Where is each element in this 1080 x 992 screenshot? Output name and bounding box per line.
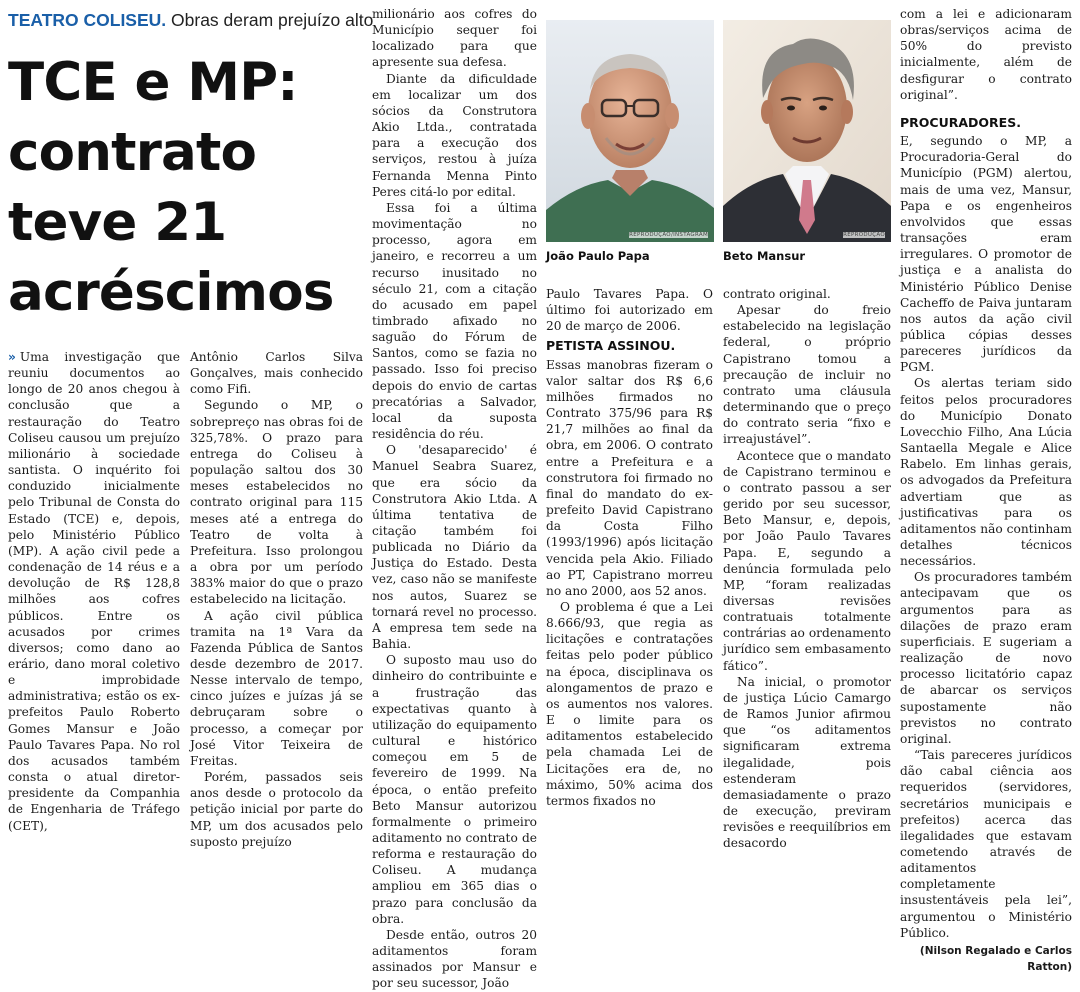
paragraph: Diante da dificuldade em localizar um dos sócios da Construtora Akio Ltda., contratada para a execução dos serviços, restou à juíza Fernanda Menna Pinto Peres citá-lo por edital.: [372, 71, 537, 199]
kicker: [8, 10, 374, 31]
paragraph: Os procuradores também antecipavam que os argumentos para as dilações de prazo eram superficiais. E sugeriam a realização de novo processo licitatório capaz de abarcar os serviços supostamente não previstos no contrato original.: [900, 570, 1072, 746]
photo-caption-papa: João Paulo Papa: [546, 249, 650, 263]
article-column-6: [900, 6, 1072, 975]
article-column-4: [546, 286, 713, 809]
article-column-2: [190, 349, 363, 850]
paragraph: Essa foi a última movimentação no processo, agora em janeiro, e recorreu a um recurso inusitado no século 21, com a citação do acusado em papel timbrado afixado no saguão do Fórum de Santos, como se fazia no passado. Isso foi preciso depois do envio de cartas precatórias a Salvador, local da suposta residência do réu.: [372, 200, 537, 442]
headline-line: contrato: [8, 122, 257, 183]
paragraph: Segundo o MP, o sobrepreço nas obras foi de 325,78%. O prazo para entrega do Coliseu à população saltou dos 30 meses estabelecidos no contrato original para 115 meses até a entrega do Teatro de volta à Prefeitura. Isso prolongou a obra por um período 383% maior do que o prazo estabelecido na licitação.: [190, 398, 363, 607]
paragraph: com a lei e adicionaram obras/serviços acima de 50% do previsto inicialmente, além de desfigurar o contrato original”.: [900, 7, 1072, 102]
subheading-procuradores: PROCURADORES.: [900, 114, 1021, 130]
paragraph: Os alertas teriam sido feitos pelos procuradores do Município Donato Lovecchio Filho, Ana Lúcia Santaella Megale e Alice Rabelo. Em linhas gerais, os advogados da Prefeitura advertiam que as justificativas para os aditamentos não continham detalhes técnicos necessários.: [900, 376, 1072, 569]
subheading-petista: PETISTA ASSINOU.: [546, 338, 676, 354]
photo-caption-mansur: Beto Mansur: [723, 249, 806, 263]
headline-line: acréscimos: [8, 262, 334, 323]
kicker-tag: TEATRO COLISEU.: [8, 10, 167, 30]
lead-text: Uma investigação que reuniu documentos ao longo de 20 anos chegou à conclusão que a restauração do Teatro Coliseu causou um prejuízo milionário à sociedade santista. O inquérito foi conduzido inicialmente pelo Tribunal de Consta do Estado (TCE) e, depois, pelo Ministério Público (MP). A ação civil pede a condenação de 14 réus e a devolução de R$ 128,8 milhões aos cofres públicos. Entre os acusados por crimes diversos; como dano ao erário, dano moral coletivo e improbidade administrativa; estão os ex-prefeitos Paulo Roberto Gomes Mansur e João Paulo Tavares Papa. No rol dos acusados também consta o atual diretor-presidente da Companhia de Engenharia de Tráfego (CET),: [8, 350, 180, 833]
headline-line: teve 21: [8, 192, 227, 253]
paragraph: Porém, passados seis anos desde o protocolo da petição inicial por parte do MP, um dos acusados pelo suposto prejuízo: [190, 770, 363, 849]
paragraph: O 'desaparecido' é Manuel Seabra Suarez, que era sócio da Construtora Akio Ltda. A última tentativa de citação também foi publicada no Diário da Justiça do Estado. Desta vez, caso não se manifeste nos autos, Suarez se tornará revel no processo. A empresa tem sede na Bahia.: [372, 443, 537, 652]
paragraph: Essas manobras fizeram o valor saltar dos R$ 6,6 milhões firmados no Contrato 375/96 para R$ 21,7 milhões ao final da obra, em 2006. O contrato entre a Prefeitura e a construtora foi firmado no final do mandato do ex-prefeito David Capistrano da Costa Filho (1993/1996) após licitação vencida pela Akio. Filiado ao PT, Capistrano morreu no ano 2000, aos 52 anos.: [546, 357, 713, 598]
headline: [8, 48, 368, 328]
paragraph: A ação civil pública tramita na 1ª Vara da Fazenda Pública de Santos desde dezembro de 2017. Nesse intervalo de tempo, cinco juízes e juízas já se debruçaram sobre o processo, a começar por José Vitor Teixeira de Freitas.: [190, 608, 363, 768]
paragraph: Na inicial, o promotor de justiça Lúcio Camargo de Ramos Junior afirmou que “os aditamentos significaram extrema ilegalidade, pois estenderam demasiadamente o prazo de execução, previram revisões e reequilíbrios em desacordo: [723, 674, 891, 851]
paragraph: Apesar do freio estabelecido na legislação federal, o próprio Capistrano tomou a precaução de incluir no contrato uma cláusula determinando que o preço do contrato seria “fixo e irreajustável”.: [723, 303, 891, 447]
article-column-1: [8, 349, 180, 834]
paragraph: O suposto mau uso do dinheiro do contribuinte e a frustração das expectativas quanto à utilização do equipamento cultural e histórico começou em 5 de fevereiro de 1999. Na época, o então prefeito Beto Mansur autorizou formalmente o primeiro aditamento no contrato de reforma e restauração do Coliseu. A mudança ampliou em 365 dias o prazo para conclusão da obra.: [372, 653, 537, 926]
paragraph: O problema é que a Lei 8.666/93, que regia as licitações e contratações feitas pelo poder público na época, disciplinava os alongamentos de prazo e os aumentos nos valores. E o limite para os aditamentos estabelecido pela chamada Lei de Licitações era de, no máximo, 50% acima dos termos fixados no: [546, 599, 713, 808]
paragraph: Acontece que o mandato de Capistrano terminou e o contrato passou a ser gerido por seu sucessor, Beto Mansur, e, depois, por João Paulo Tavares Papa. E, segundo a denúncia formulada pelo MP, “foram realizadas diversas revisões contratuais totalmente contrárias ao ordenamento jurídico sem embasamento fático”.: [723, 448, 891, 673]
photo-credit: REPRODUÇÃO/INSTAGRAM: [629, 232, 708, 238]
headline-line: TCE e MP:: [8, 52, 298, 113]
article-column-5: [723, 286, 891, 851]
chevron-right-icon: »: [8, 350, 16, 364]
paragraph: Paulo Tavares Papa. O último foi autorizado em 20 de março de 2006.: [546, 287, 713, 334]
photo-credit: REPRODUÇÃO: [843, 232, 885, 238]
lead-paragraph: [8, 349, 180, 834]
author-credit: (Nilson Regalado e Carlos Ratton): [919, 944, 1072, 974]
paragraph: “Tais pareceres jurídicos dão cabal ciência aos requeridos (servidores, secretários municipais e prefeitos) acerca das ilegalidades que estavam cometendo através de aditamentos completamente insustentáveis pela lei”, argumentou o Ministério Público.: [900, 748, 1072, 940]
article-column-3: [372, 6, 537, 992]
portrait-mansur-image: [723, 20, 891, 242]
paragraph: E, segundo o MP, a Procuradoria-Geral do Município (PGM) alertou, mais de uma vez, Mansur, Papa e os engenheiros envolvidos que essas transações eram irregulares. O promotor de justiça e a analista do Ministério Público Denise Cacheffo de Paiva juntaram nos autos da ação civil pública cópias desses pareceres jurídicos da PGM.: [900, 134, 1072, 375]
kicker-text: Obras deram prejuízo alto: [171, 10, 374, 30]
paragraph: milionário aos cofres do Município sequer foi localizado para que apresente sua defesa.: [372, 7, 537, 70]
photo-joao-paulo-papa: [546, 20, 714, 242]
portrait-papa-image: [546, 20, 714, 242]
paragraph: Antônio Carlos Silva Gonçalves, mais conhecido como Fifi.: [190, 350, 363, 397]
paragraph: Desde então, outros 20 aditamentos foram assinados por Mansur e por seu sucessor, João: [372, 927, 537, 991]
paragraph: contrato original.: [723, 287, 831, 301]
photo-beto-mansur: [723, 20, 891, 242]
